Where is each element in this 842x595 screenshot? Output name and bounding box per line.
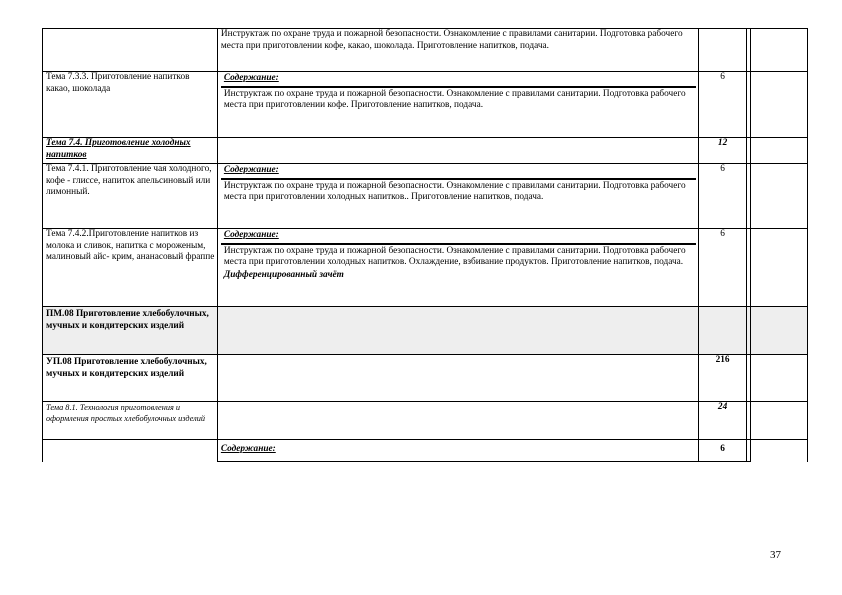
content-cell <box>217 229 698 307</box>
table-row <box>43 307 808 355</box>
topic-cell-empty <box>43 440 218 462</box>
content-text: Инструктаж по охране труда и пожарной безопасности. Ознакомление с правилами санитарии. Подготовка рабочего места при приготовлении холодных напитков. Охлаждение, взбивание продуктов. Приготовление напитков, подача. <box>223 245 686 268</box>
extra-cell <box>750 138 807 164</box>
extra-cell <box>750 164 807 229</box>
module-name: ПМ.08 Приготовление хлебобулочных, мучных и кондитерских изделий <box>43 307 218 355</box>
topic-name: Тема 7.4. Приготовление холодных напитков <box>43 138 218 164</box>
table-row <box>43 355 808 402</box>
content-label: Содержание: <box>221 229 696 245</box>
content-label: Содержание: <box>217 440 698 462</box>
table-row <box>43 29 808 72</box>
content-cell-empty <box>217 402 698 440</box>
table-row <box>43 402 808 440</box>
extra-cell <box>750 29 807 72</box>
hours-value: 6 <box>698 229 746 307</box>
table-row <box>43 164 808 229</box>
extra-cell <box>750 307 807 355</box>
curriculum-table <box>42 28 808 462</box>
extra-cell <box>750 440 807 462</box>
table-row <box>43 138 808 164</box>
hours-value: 6 <box>698 72 746 138</box>
hours-value: 216 <box>698 355 746 402</box>
table-row <box>43 72 808 138</box>
content-text: Инструктаж по охране труда и пожарной безопасности. Ознакомление с правилами санитарии. Подготовка рабочего места при приготовлении холодных напитков.. Приготовление напитков, подача. <box>223 180 686 203</box>
hours-value: 12 <box>698 138 746 164</box>
content-label: Содержание: <box>221 164 696 180</box>
content-cell-empty <box>217 307 698 355</box>
content-text: Инструктаж по охране труда и пожарной безопасности. Ознакомление с правилами санитарии. Подготовка рабочего места при приготовлении кофе, какао, шоколада. Приготовление напитков, подача. <box>217 29 698 72</box>
topic-name: Тема 8.1. Технология приготовления и оформления простых хлебобулочных изделий <box>43 402 218 440</box>
extra-cell <box>750 229 807 307</box>
topic-name: Тема 7.4.1. Приготовление чая холодного, кофе - глиссе, напиток апельсиновый или лимонный. <box>43 164 218 229</box>
final-assessment: Дифференцированный зачёт <box>223 269 344 280</box>
topic-name: Тема 7.4.2.Приготовление напитков из молока и сливок, напитка с мороженым, малиновый айс- крим, ананасовый фраппе <box>43 229 218 307</box>
hours-cell-empty <box>698 29 746 72</box>
hours-cell-empty <box>698 307 746 355</box>
hours-value: 6 <box>698 440 746 462</box>
table-row <box>43 229 808 307</box>
hours-value: 6 <box>698 164 746 229</box>
page-number: 37 <box>770 549 781 561</box>
extra-cell <box>750 355 807 402</box>
table-row <box>43 440 808 462</box>
topic-cell-empty <box>43 29 218 72</box>
content-cell-empty <box>217 138 698 164</box>
content-label: Содержание: <box>221 72 696 88</box>
practice-name: УП.08 Приготовление хлебобулочных, мучных и кондитерских изделий <box>43 355 218 402</box>
content-cell-empty <box>217 355 698 402</box>
extra-cell <box>750 72 807 138</box>
extra-cell <box>750 402 807 440</box>
topic-name: Тема 7.3.3. Приготовление напитков какао, шоколада <box>43 72 218 138</box>
content-text: Инструктаж по охране труда и пожарной безопасности. Ознакомление с правилами санитарии. Подготовка рабочего места при приготовлении кофе. Приготовление напитков, подача. <box>223 88 686 111</box>
content-cell <box>217 164 698 229</box>
hours-value: 24 <box>698 402 746 440</box>
content-cell <box>217 72 698 138</box>
